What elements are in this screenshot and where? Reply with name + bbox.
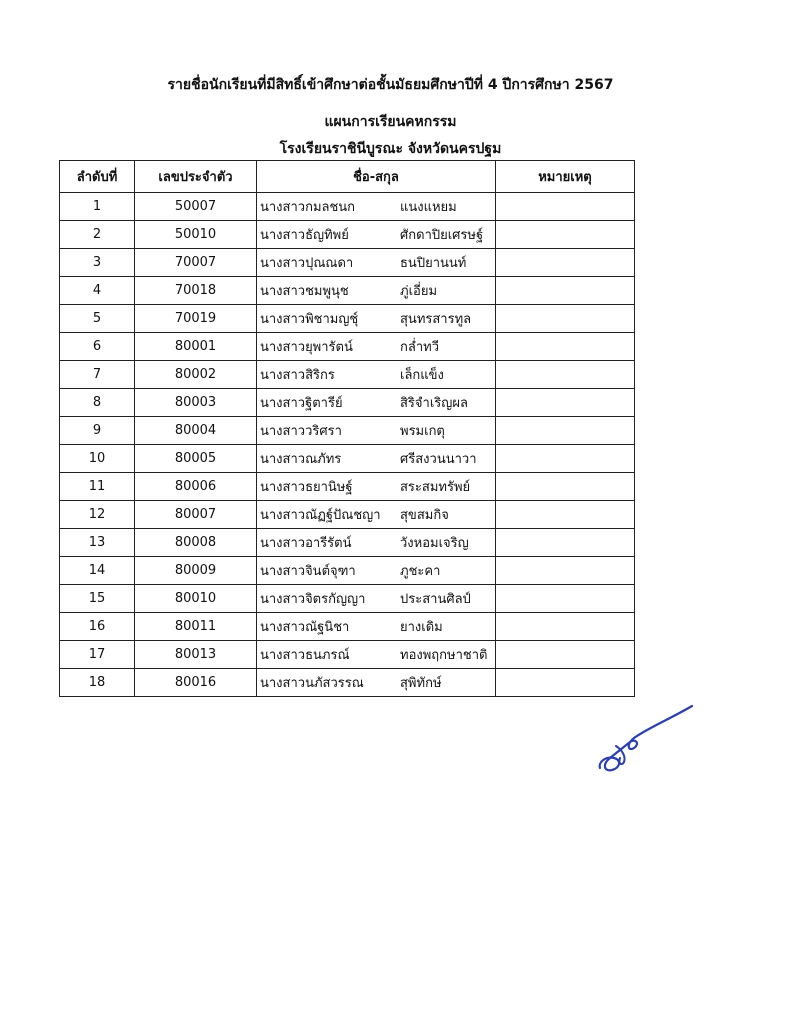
remark-cell [496, 641, 635, 669]
student-first-name: นางสาวนภัสวรรณ [260, 676, 364, 691]
table-row [60, 193, 635, 221]
student-last-name: ประสานศิลป์ [400, 592, 471, 607]
row-index: 12 [60, 501, 135, 529]
table-row [60, 417, 635, 445]
student-name-cell [257, 221, 496, 249]
table-body [60, 193, 635, 697]
row-index: 10 [60, 445, 135, 473]
student-id: 80001 [135, 333, 257, 361]
table-row [60, 641, 635, 669]
row-index: 1 [60, 193, 135, 221]
table-row [60, 557, 635, 585]
student-name-cell [257, 417, 496, 445]
student-first-name: นางสาวฐิตารีย์ [260, 396, 343, 411]
row-index: 15 [60, 585, 135, 613]
student-first-name: นางสาวกมลชนก [260, 200, 356, 215]
remark-cell [496, 389, 635, 417]
table-row [60, 585, 635, 613]
student-first-name: นางสาวอารีรัตน์ [260, 536, 352, 551]
column-header-student-id: เลขประจำตัว [135, 161, 257, 193]
document-title: รายชื่อนักเรียนที่มีสิทธิ์เข้าศึกษาต่อชั้นมัธยมศึกษาปีที่ 4 ปีการศึกษา 2567 [167, 77, 614, 93]
student-first-name: นางสาวสิริกร [260, 368, 335, 383]
row-index: 4 [60, 277, 135, 305]
student-first-name: นางสาวพิชามญชุ์ [260, 312, 359, 327]
remark-cell [496, 305, 635, 333]
student-id: 70019 [135, 305, 257, 333]
row-index: 5 [60, 305, 135, 333]
student-first-name: นางสาวณัฏฐ์ปัณชญา [260, 508, 381, 523]
student-first-name: นางสาวณัฐนิชา [260, 620, 350, 635]
row-index: 3 [60, 249, 135, 277]
student-last-name: แนงแหยม [400, 200, 457, 215]
student-last-name: พรมเกตุ [400, 424, 445, 439]
student-first-name: นางสาวปุณณดา [260, 256, 354, 271]
student-first-name: นางสาวธยานิษฐ์ [260, 480, 353, 495]
row-index: 18 [60, 669, 135, 697]
student-id: 80011 [135, 613, 257, 641]
student-last-name: สุพิทักษ์ [400, 676, 442, 691]
student-last-name: ศักดาปิยเศรษฐ์ [400, 228, 484, 243]
program-name: แผนการเรียนคหกรรม [324, 114, 457, 130]
student-id: 50010 [135, 221, 257, 249]
student-last-name: กล่ำทวี [400, 340, 440, 355]
student-last-name: สุขสมกิจ [400, 508, 449, 523]
student-name-cell [257, 585, 496, 613]
remark-cell [496, 333, 635, 361]
student-last-name: ยางเดิม [400, 620, 443, 635]
column-header-remark: หมายเหตุ [496, 161, 635, 193]
row-index: 9 [60, 417, 135, 445]
student-name-cell [257, 669, 496, 697]
student-name-cell [257, 557, 496, 585]
student-id: 70018 [135, 277, 257, 305]
student-name-cell [257, 473, 496, 501]
table-row [60, 529, 635, 557]
student-id: 80007 [135, 501, 257, 529]
student-name-cell [257, 501, 496, 529]
student-name-cell [257, 193, 496, 221]
row-index: 16 [60, 613, 135, 641]
student-last-name: ศรีสงวนนาวา [400, 452, 477, 467]
student-id: 80009 [135, 557, 257, 585]
student-id: 80006 [135, 473, 257, 501]
student-id: 80002 [135, 361, 257, 389]
student-last-name: เล็กแข็ง [400, 368, 444, 383]
student-name-cell [257, 613, 496, 641]
student-last-name: ธนปิยานนท์ [400, 256, 467, 271]
student-name-cell [257, 249, 496, 277]
row-index: 7 [60, 361, 135, 389]
table-row [60, 473, 635, 501]
student-first-name: นางสาวธัญทิพย์ [260, 228, 349, 243]
student-last-name: ภู่เอี่ยม [400, 284, 438, 299]
student-name-cell [257, 529, 496, 557]
student-last-name: สุนทรสารทูล [400, 312, 472, 327]
remark-cell [496, 669, 635, 697]
student-id: 80013 [135, 641, 257, 669]
student-first-name: นางสาวจิตรกัญญา [260, 592, 366, 607]
student-id: 80005 [135, 445, 257, 473]
remark-cell [496, 445, 635, 473]
student-name-cell [257, 641, 496, 669]
student-first-name: นางสาวยุพารัตน์ [260, 340, 353, 355]
table-row [60, 277, 635, 305]
table-row [60, 361, 635, 389]
student-id: 80004 [135, 417, 257, 445]
student-first-name: นางสาวจินต์จุฑา [260, 564, 356, 579]
table-row [60, 389, 635, 417]
student-last-name: สระสมทรัพย์ [400, 480, 471, 495]
remark-cell [496, 557, 635, 585]
student-name-cell [257, 277, 496, 305]
student-id: 80016 [135, 669, 257, 697]
remark-cell [496, 501, 635, 529]
student-last-name: ภูชะคา [400, 564, 441, 579]
student-id: 80008 [135, 529, 257, 557]
student-name-cell [257, 333, 496, 361]
student-id: 80003 [135, 389, 257, 417]
student-id: 70007 [135, 249, 257, 277]
table-row [60, 249, 635, 277]
table-row [60, 613, 635, 641]
remark-cell [496, 193, 635, 221]
table-row [60, 333, 635, 361]
row-index: 2 [60, 221, 135, 249]
table-row [60, 501, 635, 529]
student-name-cell [257, 389, 496, 417]
remark-cell [496, 473, 635, 501]
remark-cell [496, 417, 635, 445]
signature-image [596, 700, 700, 775]
student-name-cell [257, 305, 496, 333]
student-first-name: นางสาวชมพูนุช [260, 284, 349, 299]
remark-cell [496, 613, 635, 641]
row-index: 13 [60, 529, 135, 557]
row-index: 11 [60, 473, 135, 501]
remark-cell [496, 277, 635, 305]
student-id: 50007 [135, 193, 257, 221]
student-first-name: นางสาววริศรา [260, 424, 342, 439]
student-roster-table [59, 160, 635, 697]
table-row [60, 669, 635, 697]
table-header-row [60, 161, 635, 193]
student-id: 80010 [135, 585, 257, 613]
student-name-cell [257, 361, 496, 389]
column-header-name: ชื่อ-สกุล [257, 161, 496, 193]
student-last-name: วังหอมเจริญ [400, 536, 469, 551]
student-last-name: ทองพฤกษาชาติ [400, 648, 488, 663]
student-last-name: สิริจำเริญผล [400, 396, 468, 411]
remark-cell [496, 529, 635, 557]
signature-stroke [600, 706, 692, 770]
school-name: โรงเรียนราชินีบูรณะ จังหวัดนครปฐม [279, 141, 502, 157]
table-row [60, 221, 635, 249]
row-index: 17 [60, 641, 135, 669]
remark-cell [496, 221, 635, 249]
row-index: 8 [60, 389, 135, 417]
remark-cell [496, 361, 635, 389]
table-row [60, 445, 635, 473]
remark-cell [496, 585, 635, 613]
table-row [60, 305, 635, 333]
remark-cell [496, 249, 635, 277]
student-first-name: นางสาวธนภรณ์ [260, 648, 350, 663]
row-index: 14 [60, 557, 135, 585]
row-index: 6 [60, 333, 135, 361]
column-header-index: ลำดับที่ [60, 161, 135, 193]
student-name-cell [257, 445, 496, 473]
student-first-name: นางสาวณภัทร [260, 452, 342, 467]
